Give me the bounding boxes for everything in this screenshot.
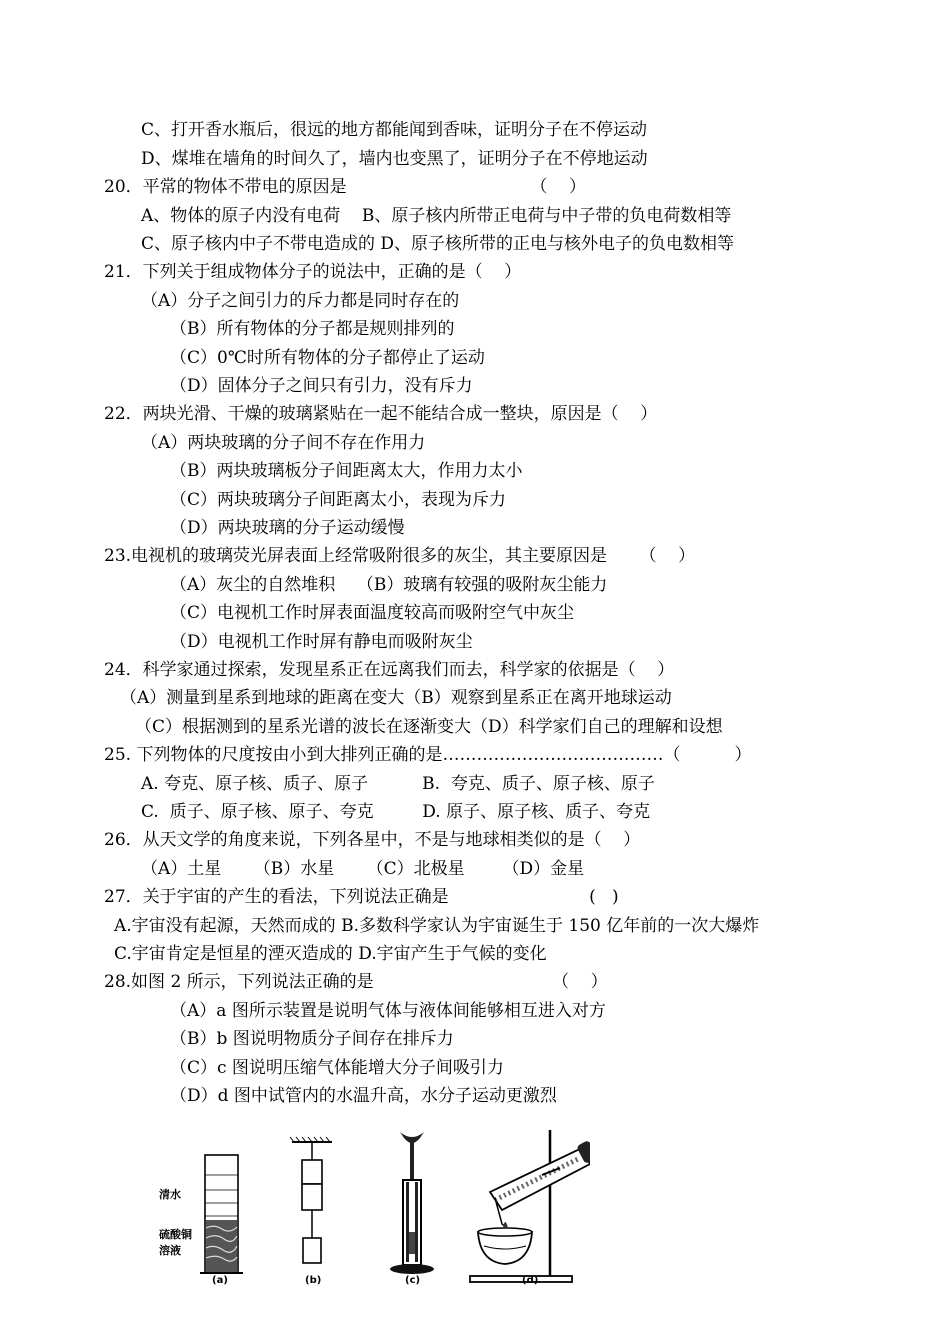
- heated-test-tube: [470, 1130, 590, 1282]
- solution-label-2: 溶液: [159, 1244, 181, 1257]
- option-line: （C）根据测到的星系光谱的波长在逐渐变大（D）科学家们自己的理解和设想: [135, 717, 723, 737]
- question-23: 23.电视机的玻璃荧光屏表面上经常吸附很多的灰尘，其主要原因是 （ ）: [104, 546, 696, 566]
- option-line: （A）a 图所示装置是说明气体与液体间能够相互进入对方: [170, 1001, 606, 1021]
- lead-cylinders: [290, 1137, 332, 1263]
- option-line: （B）b 图说明物质分子间存在排斥力: [170, 1029, 454, 1049]
- question-26: 26．从天文学的角度来说，下列各星中，不是与地球相类似的是（ ）: [104, 830, 641, 850]
- option-line: （D）d 图中试管内的水温升高，水分子运动更激烈: [170, 1086, 557, 1106]
- apparatus-illustration: [150, 1120, 590, 1290]
- option-line: （A）灰尘的自然堆积 （B）玻璃有较强的吸附灰尘能力: [170, 575, 608, 595]
- option-line: C. 质子、原子核、原子、夸克 D. 原子、原子核、质子、夸克: [141, 802, 651, 822]
- option-line: A.宇宙没有起源，天然而成的 B.多数科学家认为宇宙诞生于 150 亿年前的一次大爆炸: [114, 916, 760, 936]
- question-22: 22．两块光滑、干燥的玻璃紧贴在一起不能结合成一整块，原因是（ ）: [104, 404, 658, 424]
- option-line: （C）电视机工作时屏表面温度较高而吸附空气中灰尘: [170, 603, 575, 623]
- option-line: （C）两块玻璃分子间距离太小，表现为斥力: [170, 490, 507, 510]
- option-line: （D）两块玻璃的分子运动缓慢: [170, 518, 405, 538]
- text-line: C、打开香水瓶后，很远的地方都能闻到香味，证明分子在不停运动: [141, 120, 648, 140]
- option-line: A. 夸克、原子核、质子、原子 B. 夸克、质子、原子核、原子: [141, 774, 655, 794]
- fire-piston: [390, 1132, 434, 1274]
- text-line: D、煤堆在墙角的时间久了，墙内也变黑了，证明分子在不停地运动: [141, 149, 648, 169]
- diffusion-cylinder: [200, 1155, 243, 1273]
- question-27: 27．关于宇宙的产生的看法，下列说法正确是 ( ): [104, 887, 619, 907]
- question-21: 21．下列关于组成物体分子的说法中，正确的是（ ）: [104, 262, 522, 282]
- question-28: 28.如图 2 所示，下列说法正确的是 （ ）: [104, 972, 608, 992]
- water-label: 清水: [159, 1188, 181, 1201]
- figure-label-b: (b): [305, 1275, 322, 1286]
- question-24: 24．科学家通过探索，发现星系正在远离我们而去，科学家的依据是（ ）: [104, 660, 675, 680]
- option-line: （C）0℃时所有物体的分子都停止了运动: [170, 348, 485, 368]
- option-line: （C）c 图说明压缩气体能增大分子间吸引力: [170, 1058, 504, 1078]
- option-line: （A）两块玻璃的分子间不存在作用力: [141, 433, 426, 453]
- option-line: （A）土星 （B）水星 （C）北极星 （D）金星: [141, 859, 585, 879]
- figure-label-c: (c): [405, 1275, 421, 1286]
- text-line: C、原子核内中子不带电造成的 D、原子核所带的正电与核外电子的负电数相等: [141, 234, 735, 254]
- option-line: （D）固体分子之间只有引力，没有斥力: [170, 376, 473, 396]
- question-20: 20．平常的物体不带电的原因是 （ ）: [104, 177, 586, 197]
- figure-label-a: (a): [212, 1275, 228, 1286]
- figure-label-d: (d): [522, 1275, 539, 1286]
- solution-label-1: 硫酸铜: [159, 1228, 192, 1241]
- option-line: （D）电视机工作时屏有静电而吸附灰尘: [170, 632, 473, 652]
- text-line: A、物体的原子内没有电荷 B、原子核内所带正电荷与中子带的负电荷数相等: [141, 206, 732, 226]
- option-line: （A）测量到星系到地球的距离在变大（B）观察到星系正在离开地球运动: [120, 688, 672, 708]
- question-25: 25. 下列物体的尺度按由小到大排列正确的是…………………………………（ ）: [104, 745, 752, 765]
- option-line: （B）两块玻璃板分子间距离太大，作用力太小: [170, 461, 523, 481]
- option-line: （A）分子之间引力的斥力都是同时存在的: [141, 291, 460, 311]
- option-line: C.宇宙肯定是恒星的湮灭造成的 D.宇宙产生于气候的变化: [114, 944, 547, 964]
- option-line: （B）所有物体的分子都是规则排列的: [170, 319, 455, 339]
- figure-2: [150, 1120, 590, 1290]
